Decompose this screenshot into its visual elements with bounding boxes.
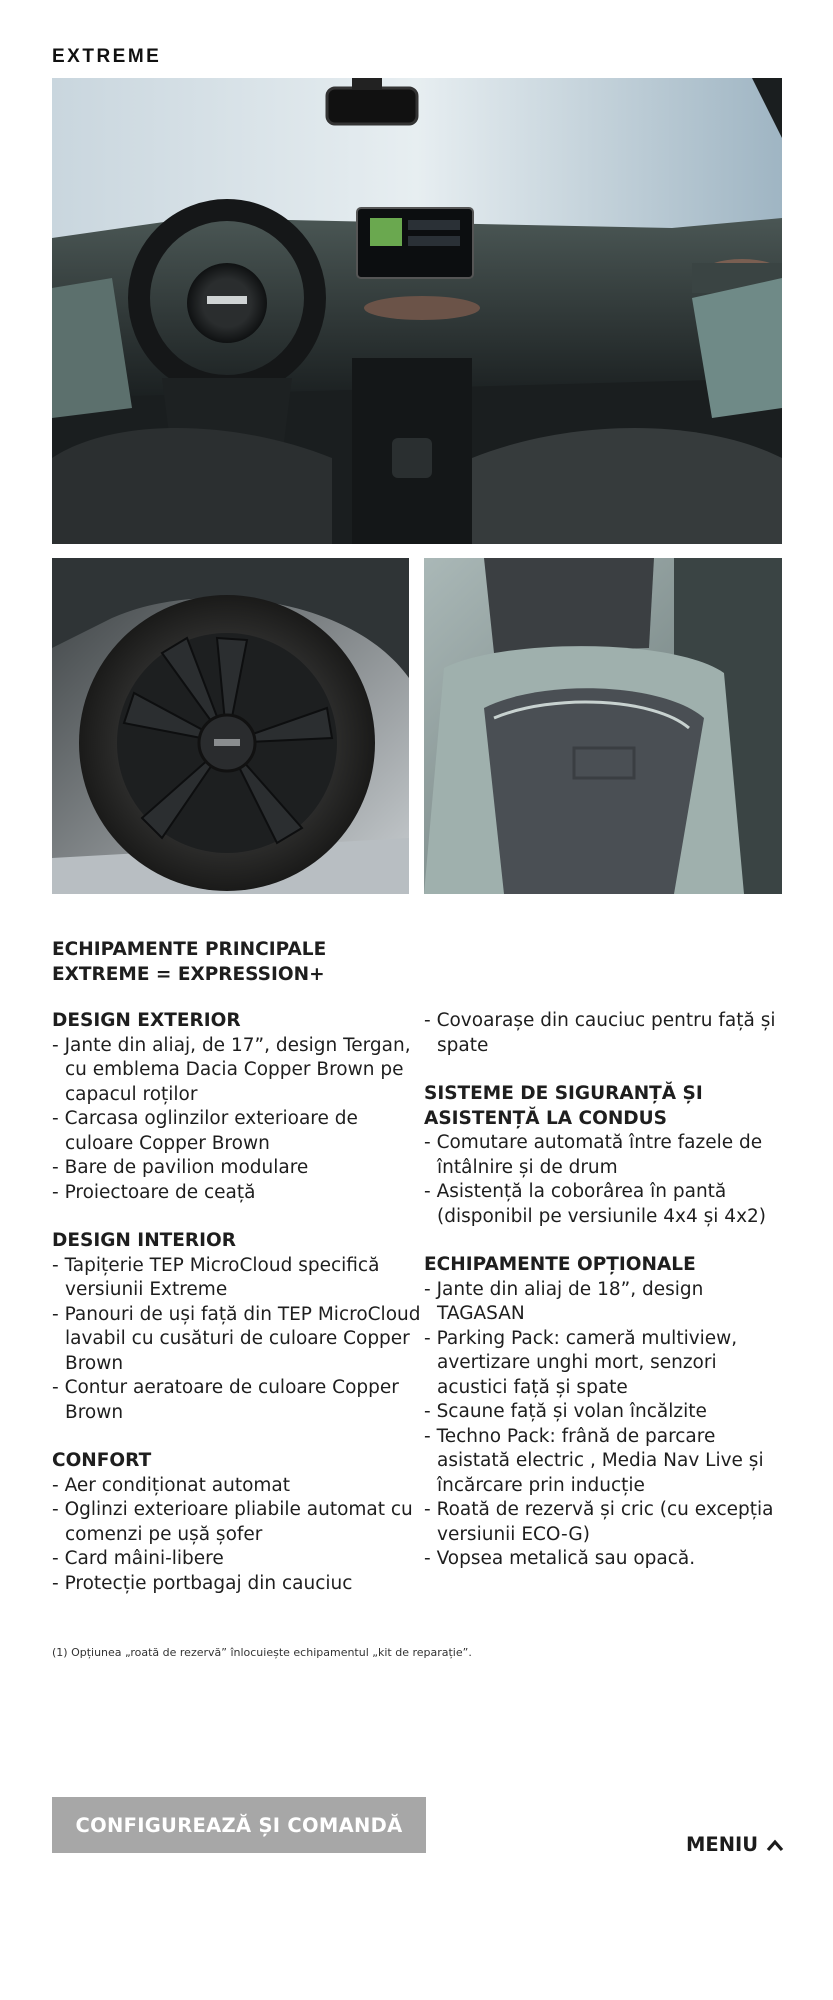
- list-item: - Jante din aliaj, de 17”, design Tergan, cu emblema Dacia Copper Brown pe capacul roților: [52, 1034, 424, 1108]
- list-item: - Bare de pavilion modulare: [52, 1156, 424, 1181]
- list-item: - Vopsea metalică sau opacă.: [424, 1547, 787, 1572]
- menu-label: MENIU: [686, 1833, 759, 1856]
- list-item: - Tapițerie TEP MicroCloud specifică versiunii Extreme: [52, 1254, 424, 1303]
- main-heading-line2: EXTREME = EXPRESSION+: [52, 963, 325, 985]
- list-item: - Card mâini-libere: [52, 1547, 424, 1572]
- list-item: - Panouri de uși față din TEP MicroCloud lavabil cu cusături de culoare Copper Brown: [52, 1303, 424, 1377]
- main-heading: [52, 938, 787, 987]
- list-item: - Carcasa oglinzilor exterioare de culoare Copper Brown: [52, 1107, 424, 1156]
- left-column: [52, 1009, 424, 1620]
- section-title: DESIGN EXTERIOR: [52, 1010, 241, 1031]
- section-confort: [52, 1449, 424, 1596]
- list-item: - Contur aeratoare de culoare Copper Brown: [52, 1376, 424, 1425]
- list-item: - Oglinzi exterioare pliabile automat cu comenzi pe ușă șofer: [52, 1498, 424, 1547]
- section-title: ECHIPAMENTE OPȚIONALE: [424, 1254, 696, 1275]
- section-design-interior: [52, 1229, 424, 1425]
- configure-order-label: CONFIGUREAZĂ ȘI COMANDĂ: [75, 1813, 403, 1837]
- section-optional: [424, 1253, 787, 1572]
- section-title: DESIGN INTERIOR: [52, 1230, 237, 1251]
- equipment-content: [52, 938, 787, 1620]
- wheel-photo: [52, 558, 409, 894]
- list-item: - Comutare automată între fazele de întâlnire și de drum: [424, 1131, 787, 1180]
- list-item: - Protecție portbagaj din cauciuc: [52, 1572, 424, 1597]
- list-item: - Scaune față și volan încălzite: [424, 1400, 787, 1425]
- section-title-line2: ASISTENȚĂ LA CONDUS: [424, 1107, 668, 1129]
- interior-photo: [52, 78, 782, 544]
- page-brand-title: EXTREME: [52, 46, 162, 67]
- main-heading-line1: ECHIPAMENTE PRINCIPALE: [52, 939, 327, 960]
- section-design-exterior: [52, 1009, 424, 1205]
- chevron-up-icon: [766, 1838, 784, 1852]
- list-item: - Asistență la coborârea în pantă (disponibil pe versiunile 4x4 și 4x2): [424, 1180, 787, 1229]
- list-item: - Roată de rezervă și cric (cu excepția versiunii ECO-G): [424, 1498, 787, 1547]
- menu-button[interactable]: [686, 1833, 784, 1856]
- right-column: [424, 1009, 787, 1620]
- section-title: CONFORT: [52, 1450, 152, 1471]
- list-item: - Proiectoare de ceață: [52, 1181, 424, 1206]
- list-item: - Covoarașe din cauciuc pentru față și spate: [424, 1009, 787, 1058]
- seat-photo: [424, 558, 782, 894]
- section-confort-continued: [424, 1009, 787, 1058]
- list-item: - Aer condiționat automat: [52, 1474, 424, 1499]
- list-item: - Jante din aliaj de 18”, design TAGASAN: [424, 1278, 787, 1327]
- section-title-line1: SISTEME DE SIGURANȚĂ ȘI: [424, 1083, 703, 1104]
- footnote: (1) Opțiunea „roată de rezervă” înlocuiește echipamentul „kit de reparație”.: [52, 1646, 472, 1659]
- section-safety: [424, 1082, 787, 1229]
- configure-order-button[interactable]: [52, 1797, 426, 1853]
- list-item: - Parking Pack: cameră multiview, avertizare unghi mort, senzori acustici față și spate: [424, 1327, 787, 1401]
- list-item: - Techno Pack: frână de parcare asistată electric , Media Nav Live și încărcare prin inducție: [424, 1425, 787, 1499]
